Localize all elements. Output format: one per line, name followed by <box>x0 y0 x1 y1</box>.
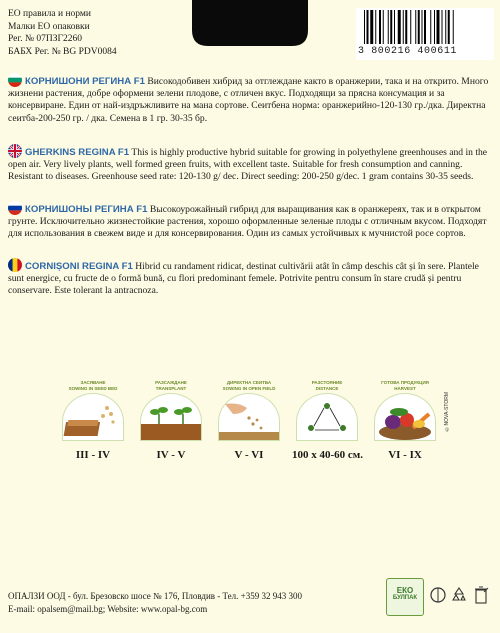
step-sowing <box>58 380 128 461</box>
hanger-hole-icon <box>180 0 320 56</box>
section-en <box>8 144 494 184</box>
step-transplant <box>136 380 206 461</box>
step-label-en: TRANSPLANT <box>155 385 187 391</box>
step-period: IV - V <box>156 449 186 461</box>
section-text: Высокоурожайный гибрид для выращивания как в оранжереях, так и в открытом грунте. Исключительно жизнестойкие растения, хорошо оформленные зеленые плоды с отличным вкусом. Подходят для использования в свежем виде и для консервирования. Один из самых устойчивых к мучнистой росе сортов. <box>8 204 487 240</box>
step-label-en: HARVEST <box>394 385 416 391</box>
header-line: Малки ЕО опаковки <box>8 21 90 32</box>
step-harvest <box>370 380 440 461</box>
eko-logo-top: ЕКО <box>396 586 414 595</box>
vegetables-icon <box>374 393 436 441</box>
step-direct-sowing <box>214 380 284 461</box>
step-label: ГОТОВА ПРОДУКЦИЯ <box>381 380 429 385</box>
uk-flag-icon <box>8 144 22 158</box>
section-bg <box>8 73 494 125</box>
company-address: ОПАЛЗИ ООД - бул. Брезовско шосе № 176, Пловдив - Тел. +359 32 943 300 <box>8 591 302 601</box>
section-ru <box>8 201 494 241</box>
growing-steps <box>58 380 458 475</box>
green-dot-icon <box>430 586 446 604</box>
footer-logos <box>386 578 496 618</box>
barcode-icon <box>364 10 488 44</box>
romania-flag-icon <box>8 258 22 272</box>
step-period: V - VI <box>234 449 264 461</box>
section-title: КОРНИШОНЫ РЕГИНА F1 <box>25 204 148 215</box>
seedling-icon <box>140 393 202 441</box>
section-text: Hibrid cu randament ridicat, destinat cultivării atât în câmp deschis cât și în sere. Plantele sunt energice, cu fructe de o formă bună, cu flori predominant femele. Potrivite pentru consum în stare crudă și pentru conservare. Este tolerant la antracnoza. <box>8 261 479 297</box>
company-email-website: E-mail: opalsem@mail.bg; Website: www.opal-bg.com <box>8 603 208 614</box>
section-text: This is highly productive hybrid suitable for growing in polyethylene greenhouses and in the open air. Very lively plants, well formed green fruits, with excellent taste. Suitable for fresh consumption and canning. Resistant to diseases. Greenhouse seed rate: 120-130 g/ dec. Direct seeding: 200-250 g/dec. 1 gram contains 30-35 seeds. <box>8 147 488 183</box>
barcode-number: 3 800216 400611 <box>358 46 458 57</box>
step-period: 100 x 40-60 см. <box>292 449 364 461</box>
header-line: ЕО правила и норми <box>8 9 91 19</box>
step-label: ЗАСЯВАНЕ <box>80 380 106 385</box>
recycle-icon <box>450 586 468 604</box>
designer-credit: ©NOVA-STORM <box>444 392 450 432</box>
section-text: Високодобивен хибрид за отглеждане както в оранжерии, така и на открито. Много жизнени растения, добре оформени зелени плодове, с отличен вкус. Подходящи за прясна консумация и за консервиране. Един от най-издръжливите на мана сортове. Сеитбена норма: оранжерийно-120-130 гр./дка. Директна сеитба-200-250 гр. / дка. Семена в 1 гр. 30-35 бр. <box>8 76 489 124</box>
section-title: GHERKINS REGINA F1 <box>25 147 130 158</box>
header-line: БАБХ Рег. № BG PDV0084 <box>8 46 117 57</box>
step-distance <box>292 380 362 461</box>
trash-bin-icon <box>472 584 490 606</box>
step-label-en: DISTANCE <box>315 385 339 391</box>
registration-info <box>8 8 117 58</box>
step-label: РАЗСТОЯНИЕ <box>311 380 343 385</box>
russia-flag-icon <box>8 201 22 215</box>
section-ro <box>8 258 494 298</box>
step-period: VI - IX <box>388 449 422 461</box>
step-label-en: SOWING IN OPEN FIELD <box>222 385 276 391</box>
step-period: III - IV <box>75 449 111 461</box>
spacing-icon <box>296 393 358 441</box>
step-label-en: SOWING IN SEED BED <box>68 385 118 391</box>
seed-tray-icon <box>62 393 124 441</box>
eko-bulpak-logo <box>386 578 424 616</box>
step-label: РАЗСАЖДАНЕ <box>155 380 187 385</box>
barcode <box>356 8 494 60</box>
header-line: Рег. № 07ПЗГ2260 <box>8 34 83 44</box>
section-title: КОРНИШОНИ РЕГИНА F1 <box>25 76 145 87</box>
footer-contact <box>8 590 302 615</box>
step-label: ДИРЕКТНА СЕИТБА <box>226 380 272 385</box>
hand-sowing-icon <box>218 393 280 441</box>
section-title: CORNIȘONI REGINA F1 <box>25 261 133 272</box>
bulgaria-flag-icon <box>8 73 22 87</box>
eko-logo-bottom: БУЛПАК <box>392 595 418 601</box>
